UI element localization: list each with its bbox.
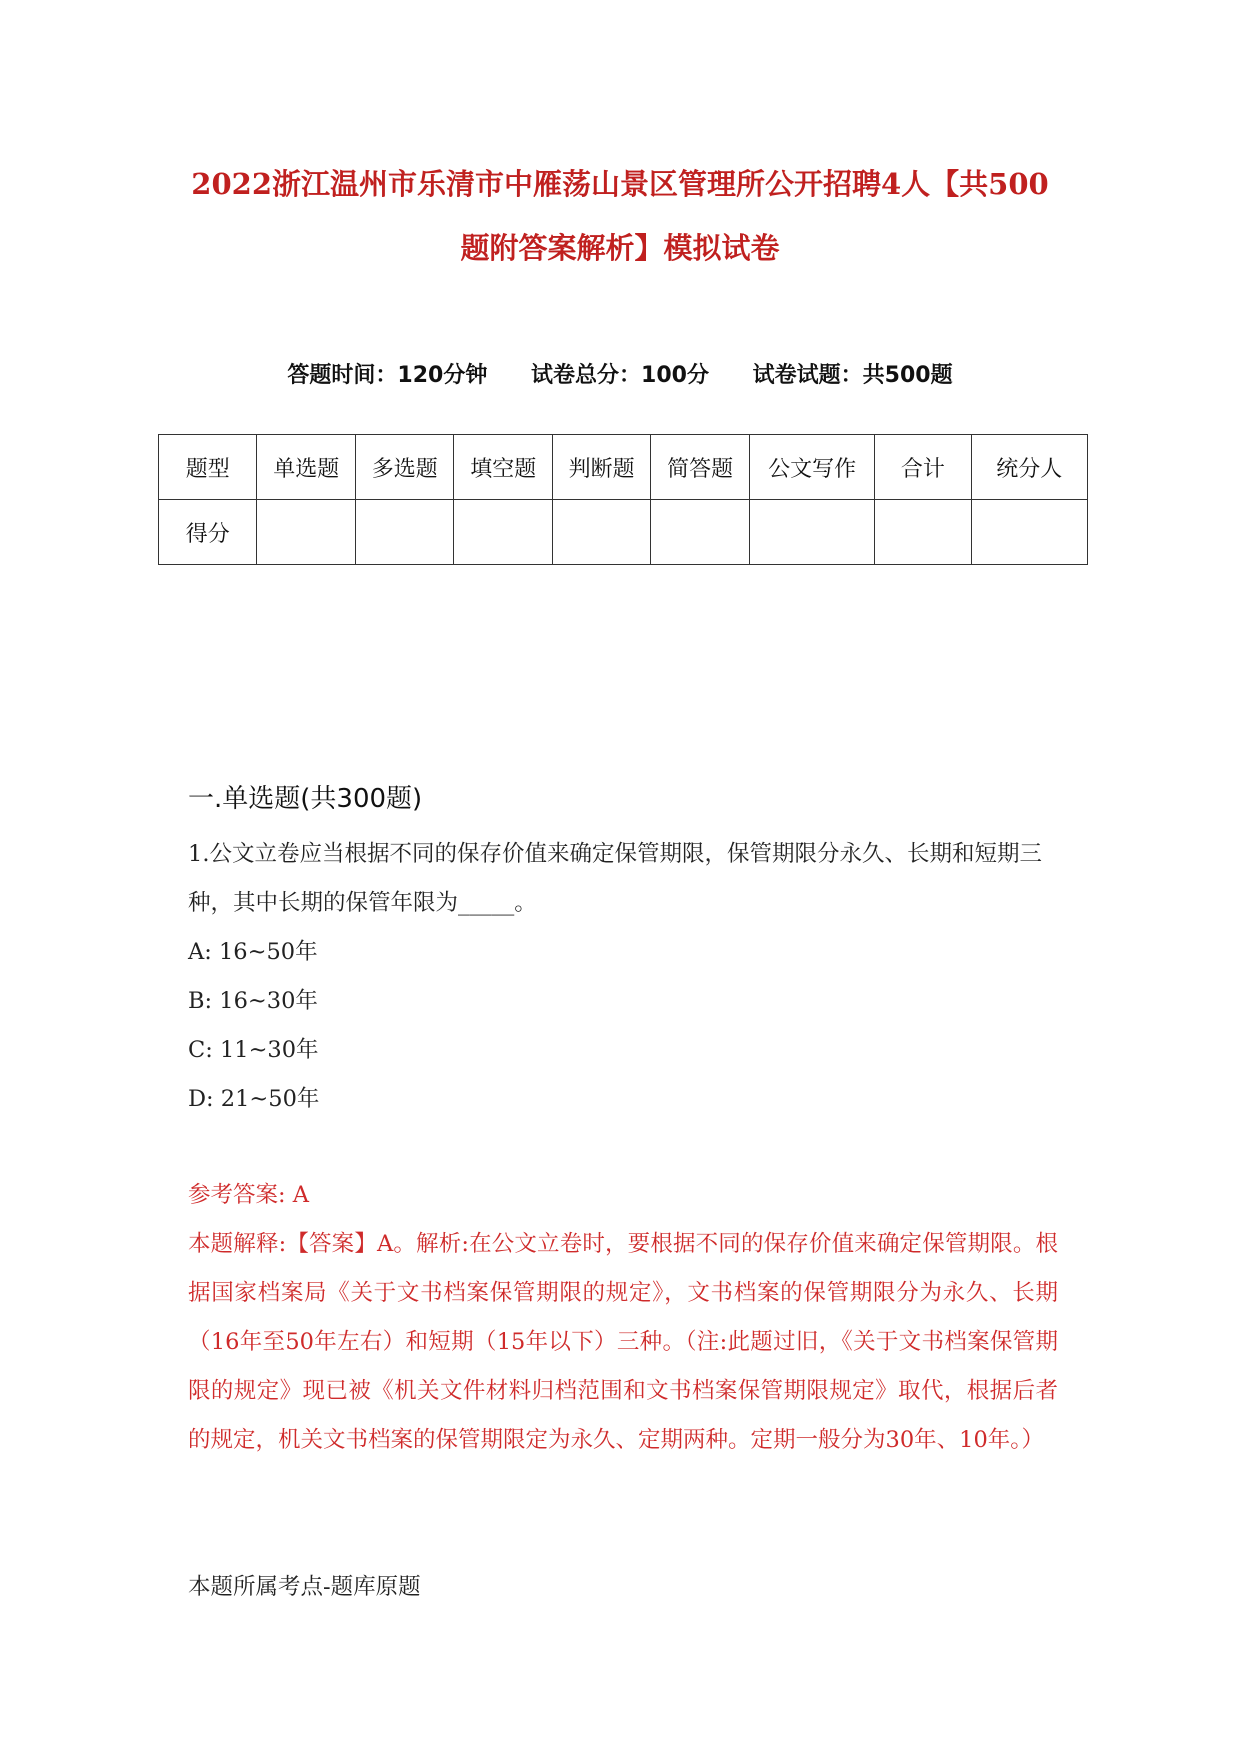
exam-question-count: 试卷试题：共500题 (752, 363, 953, 388)
score-cell (355, 500, 453, 565)
title-line-2: 题附答案解析】模拟试卷 (460, 231, 780, 265)
exam-title (150, 152, 1090, 280)
title-line-1: 2022浙江温州市乐清市中雁荡山景区管理所公开招聘4人【共500 (191, 167, 1049, 201)
score-table-header: 单选题 (257, 435, 355, 500)
score-cell (552, 500, 650, 565)
exam-time: 答题时间：120分钟 (287, 363, 488, 388)
score-table-header: 统分人 (971, 435, 1088, 500)
score-table-header: 题型 (159, 435, 257, 500)
question-options (188, 928, 1058, 1124)
section-heading: 一.单选题(共300题) (188, 784, 423, 814)
score-cell (749, 500, 874, 565)
score-row-label: 得分 (159, 500, 257, 565)
answer-block (188, 1171, 1058, 1465)
score-cell (875, 500, 971, 565)
score-cell (454, 500, 552, 565)
question-text: 1.公文立卷应当根据不同的保存价值来确定保管期限，保管期限分永久、长期和短期三种，其中长期的保管年限为_____。 (188, 841, 1042, 916)
score-table-header: 简答题 (651, 435, 749, 500)
exam-meta (150, 358, 1090, 389)
score-table-header: 判断题 (552, 435, 650, 500)
option-b: B: 16~30年 (188, 988, 318, 1014)
score-cell (651, 500, 749, 565)
score-table-header: 多选题 (355, 435, 453, 500)
score-cell (971, 500, 1088, 565)
score-table-header: 合计 (875, 435, 971, 500)
score-cell (257, 500, 355, 565)
exam-total-score: 试卷总分：100分 (531, 363, 709, 388)
score-table-header: 填空题 (454, 435, 552, 500)
topic-note: 本题所属考点-题库原题 (188, 1574, 421, 1600)
option-a: A: 16~50年 (188, 939, 318, 965)
score-table (158, 434, 1088, 565)
score-table-score-row (159, 500, 1088, 565)
option-d: D: 21~50年 (188, 1086, 320, 1112)
score-table-header-row (159, 435, 1088, 500)
score-table-header: 公文写作 (749, 435, 874, 500)
option-c: C: 11~30年 (188, 1037, 319, 1063)
answer-explanation: 本题解释:【答案】A。解析:在公文立卷时，要根据不同的保存价值来确定保管期限。根据国家档案局《关于文书档案保管期限的规定》，文书档案的保管期限分为永久、长期（16年至50年左右）和短期（15年以下）三种。（注:此题过旧，《关于文书档案保管期限的规定》现已被《机关文件材料归档范围和文书档案保管期限规定》取代，根据后者的规定，机关文书档案的保管期限定为永久、定期两种。定期一般分为30年、10年。） (188, 1231, 1058, 1453)
reference-answer: 参考答案: A (188, 1182, 309, 1208)
